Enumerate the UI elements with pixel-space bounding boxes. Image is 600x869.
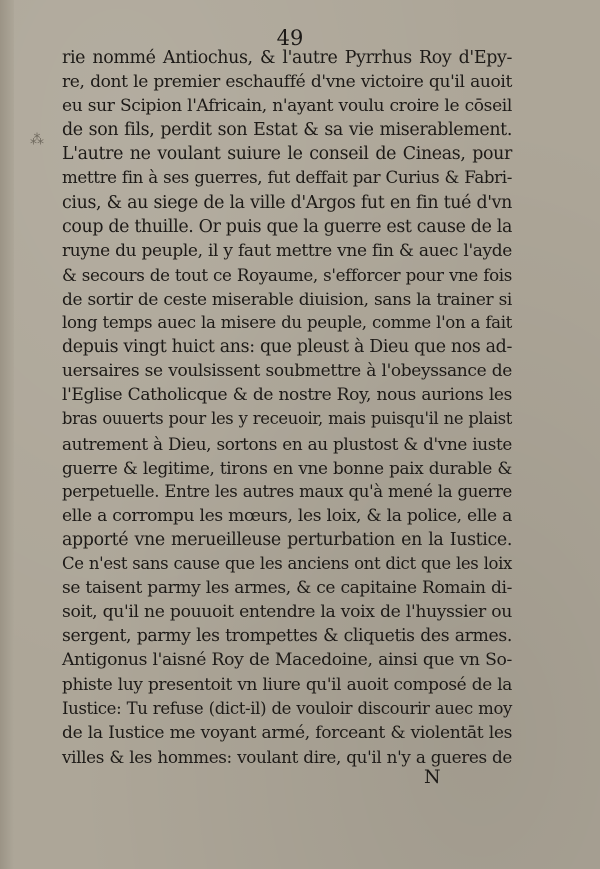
text-line: de sortir de ceste miserable diuision, sans la trainer si [62,288,512,309]
text-line: sergent, parmy les trompettes & cliquetis des armes. [62,626,512,647]
margin-ornament: ⁂ [30,132,44,148]
text-line: Antigonus l'aisné Roy de Macedoine, ainsi que vn So- [62,650,512,671]
text-line: eu sur Scipion l'Africain, n'ayant voulu croire le cōseil [62,96,512,117]
text-line: guerre & legitime, tirons en vne bonne paix durable & [62,457,512,478]
text-line: Iustice: Tu refuse (dict-il) de vouloir discourir auec moy [62,698,512,718]
text-line: soit, qu'il ne pouuoit entendre la voix de l'huyssier ou [62,602,512,623]
text-line: l'Eglise Catholicque & de nostre Roy, nous aurions les [62,385,512,406]
text-line: elle a corrompu les mœurs, les loix, & la police, elle a [62,505,512,526]
text-line: cius, & au siege de la ville d'Argos fut en fin tué d'vn [62,192,512,213]
page-gutter-shadow [0,0,14,869]
text-line: coup de thuille. Or puis que la guerre est cause de la [62,216,512,237]
text-line: de son fils, perdit son Estat & sa vie miserablement. [62,120,512,141]
text-line: L'autre ne voulant suiure le conseil de Cineas, pour [62,144,512,165]
text-line: perpetuelle. Entre les autres maux qu'à mené la guerre [62,481,512,501]
page-number-text: 49 [276,26,304,50]
text-line: long temps auec la misere du peuple, comme l'on a fait [62,313,512,333]
text-line: villes & les hommes: voulant dire, qu'il n'y a gueres de [62,746,512,767]
text-line: bras ouuerts pour les y receuoir, mais puisqu'il ne plaist [62,409,512,429]
text-line: ruyne du peuple, il y faut mettre vne fin & auec l'ayde [62,240,512,261]
text-line: se taisent parmy les armes, & ce capitaine Romain di- [62,578,512,599]
text-line: uersaires se voulsissent soubmettre à l'obeyssance de [62,361,512,382]
text-line: apporté vne merueilleuse perturbation en la Iustice. [62,529,512,550]
text-line: phiste luy presentoit vn liure qu'il auoit composé de la [62,674,512,695]
signature-mark: N [424,766,441,788]
text-line: de la Iustice me voyant armé, forceant & violentāt les [62,722,512,743]
text-line: depuis vingt huict ans: que pleust à Dieu que nos ad- [62,337,512,358]
body-text [62,46,512,769]
text-line: mettre fin à ses guerres, fut deffait par Curius & Fabri- [62,168,512,188]
text-line: re, dont le premier eschauffé d'vne victoire qu'il auoit [62,72,512,93]
text-line: & secours de tout ce Royaume, s'efforcer pour vne fois [62,264,512,285]
text-line: autrement à Dieu, sortons en au plustost & d'vne iuste [62,433,512,454]
text-line: rie nommé Antiochus, & l'autre Pyrrhus Roy d'Epy- [62,48,512,68]
text-line: Ce n'est sans cause que les anciens ont dict que les loix [62,553,512,573]
